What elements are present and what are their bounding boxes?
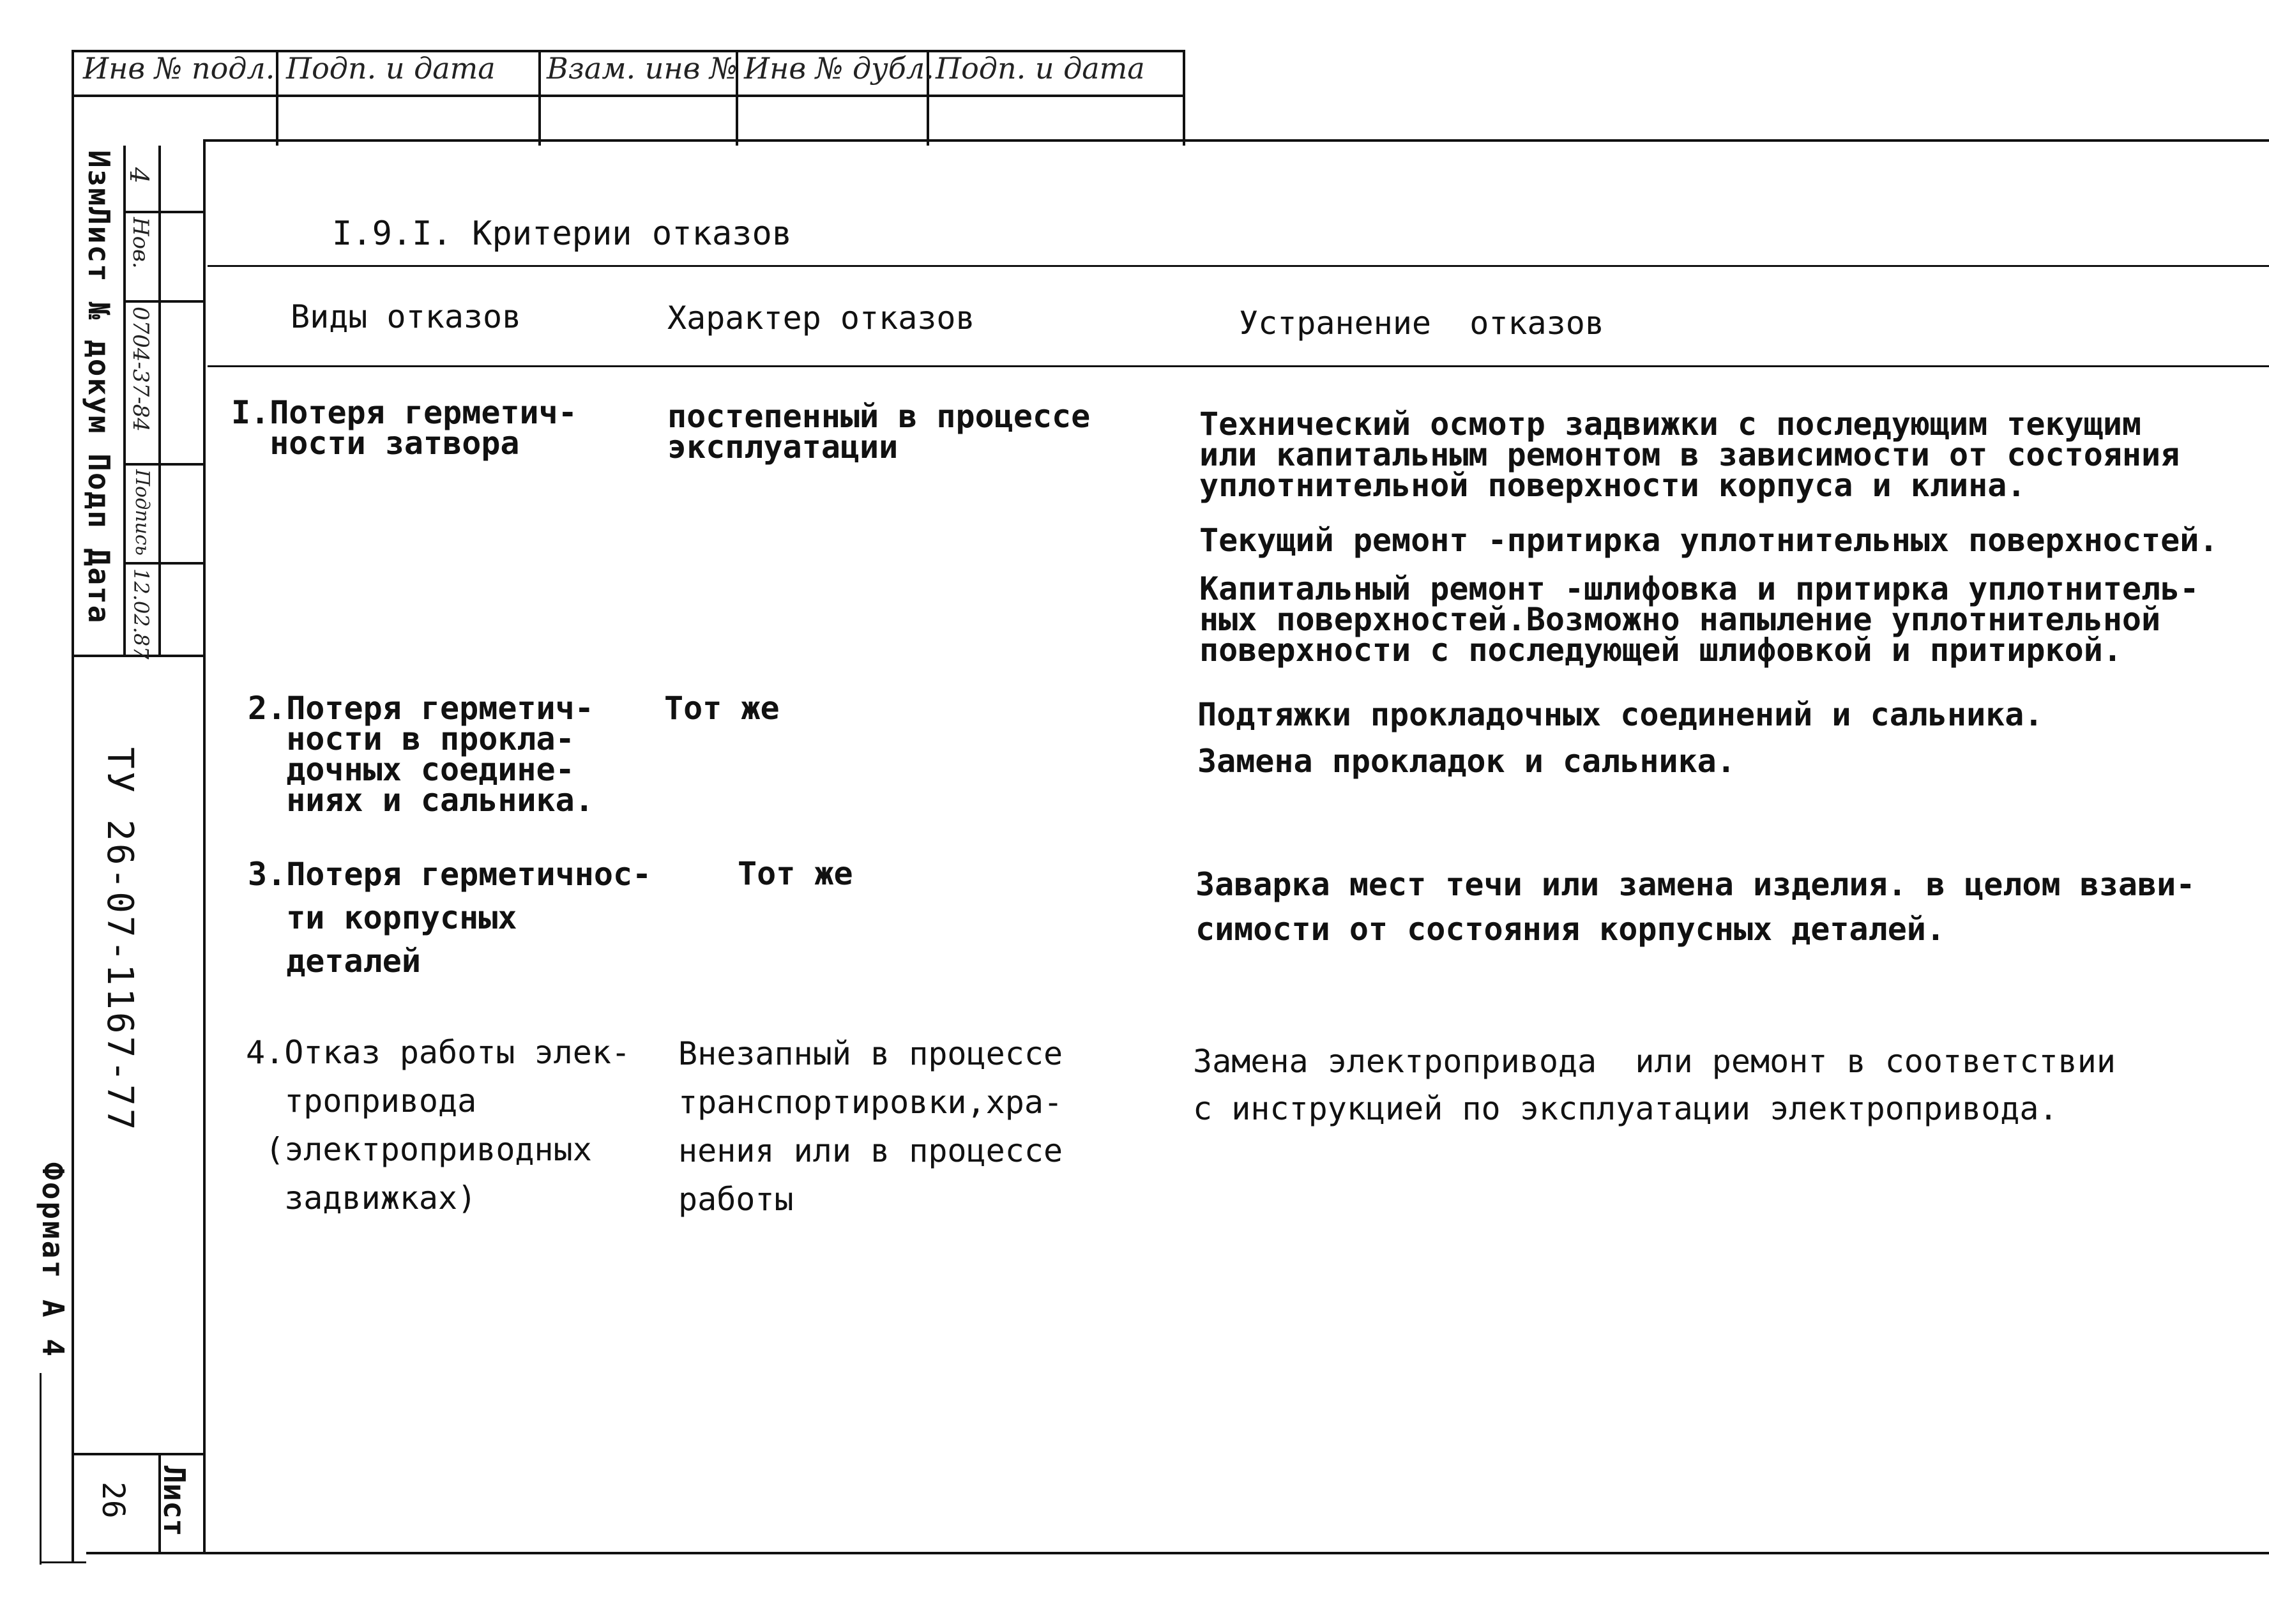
side-hand-new: Нов. xyxy=(128,217,153,269)
stamp-vzam-inv: Взам. инв № xyxy=(547,51,738,86)
stamp-podp-data-2: Подп. и дата xyxy=(936,51,1145,86)
row1-fix-1: Технический осмотр задвижки с последующим текущим или капитальным ремонтом в зависимости от состояния уплотнительной поверхности корпуса и клина. xyxy=(1199,406,2180,504)
row3-nature: Тот же xyxy=(738,855,853,892)
row3-fix-1: Заварка мест течи или замена изделия. в целом взави- симости от состояния корпусных деталей. xyxy=(1195,866,2196,948)
side-header-row xyxy=(82,150,116,624)
header-kind: Виды отказов xyxy=(291,298,522,335)
row2-fix-2: Замена прокладок и сальника. xyxy=(1197,743,1736,780)
sheet-label: Лист xyxy=(157,1466,192,1537)
row2-kind: 2.Потеря герметич- ности в прокла- дочных соедине- ниях и сальника. xyxy=(248,690,594,819)
format-label: Формат А 4 xyxy=(36,1162,70,1358)
header-nature: Характер отказов xyxy=(667,300,975,337)
doc-code: ТУ 26-07-1167-77 xyxy=(99,747,140,1133)
row2-fix-1: Подтяжки прокладочных соединений и сальника. xyxy=(1197,696,2044,733)
side-header-podp: Подп xyxy=(82,453,116,529)
row1-fix-2: Текущий ремонт -притирка уплотнительных поверхностей. xyxy=(1199,522,2219,559)
stamp-inv-podl: Инв № подл. xyxy=(83,51,275,86)
side-sheet-num: 4 xyxy=(124,167,153,184)
row4-fix-1: Замена электропривода или ремонт в соответствии с инструкцией по эксплуатации электропривода. xyxy=(1193,1043,2116,1127)
row2-nature: Тот же xyxy=(664,690,780,727)
side-hand-date: 12.02.87 xyxy=(129,568,153,660)
side-header-data: Дата xyxy=(82,548,116,625)
side-header-doc: № докум xyxy=(82,301,116,435)
header-fix: Устранение отказов xyxy=(1239,305,1604,342)
row1-fix-3: Капитальный ремонт -шлифовка и притирка уплотнитель- ных поверхностей.Возможно напыление уплотнительной поверхности с последующей шлифовкой и притиркой. xyxy=(1199,570,2199,669)
section-title: I.9.I. Критерии отказов xyxy=(332,215,793,253)
row3-kind: 3.Потеря герметичнос- ти корпусных деталей xyxy=(248,856,652,980)
side-header-list: Лист xyxy=(82,207,116,283)
stamp-podp-data-1: Подп. и дата xyxy=(286,51,496,86)
row4-kind: 4.Отказ работы элек- тропривода (электроприводных задвижках) xyxy=(246,1034,631,1217)
row1-kind: I.Потеря герметич- ности затвора xyxy=(231,394,577,462)
side-header-izm: Изм xyxy=(82,150,116,208)
row4-nature: Внезапный в процессе транспортировки,хра- нения или в процессе работы xyxy=(678,1035,1063,1218)
sheet-number: 26 xyxy=(95,1482,131,1519)
row1-nature: постепенный в процессе эксплуатации xyxy=(667,398,1091,466)
side-hand-docnum: 0704-37-84 xyxy=(128,307,153,432)
stamp-inv-dubl: Инв № дубл. xyxy=(744,51,934,86)
side-hand-signature: Подпись xyxy=(131,469,153,556)
